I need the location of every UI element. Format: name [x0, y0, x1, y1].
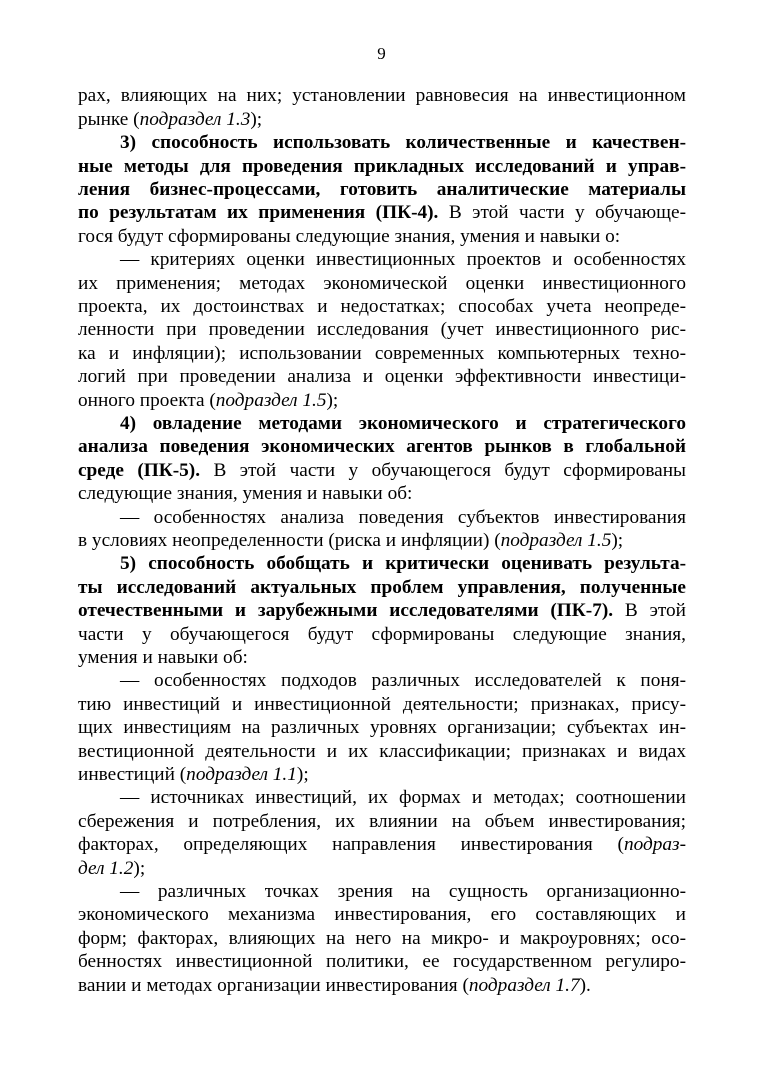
text-run: — критериях оценки инвестиционных проектов и особенностях [120, 249, 686, 270]
text-line [78, 646, 686, 670]
text-run: сбережения и потребления, их влиянии на объем инвестирования; [78, 811, 686, 832]
italic-text: подраздел 1.1 [186, 764, 297, 785]
text-line [78, 529, 686, 553]
text-run: инвестиций ( [78, 764, 187, 785]
text-line [78, 108, 686, 132]
text-line [78, 974, 686, 998]
text-line [120, 412, 686, 436]
text-line [78, 201, 686, 225]
bold-text: по результатам их применения (ПК-4). [78, 202, 439, 223]
text-run: ). [579, 975, 591, 996]
text-line [120, 669, 686, 693]
italic-text: подраздел 1.5 [215, 390, 327, 411]
bold-text: 3) способность использовать количественные и качествен- [120, 132, 686, 153]
text-line [78, 693, 686, 717]
text-line [78, 950, 686, 974]
text-run: рынке ( [78, 109, 140, 130]
text-line [120, 786, 686, 810]
text-run: следующие знания, умения и навыки об: [78, 483, 413, 504]
text-line [78, 178, 686, 202]
text-line [78, 342, 686, 366]
text-run: ); [611, 530, 624, 551]
bold-text: 5) способность обобщать и критически оценивать результа- [120, 553, 686, 574]
text-run: — различных точках зрения на сущность организационно- [120, 881, 686, 902]
text-line [78, 740, 686, 764]
text-run: ленности при проведении исследования (учет инвестиционного рис- [78, 319, 686, 340]
text-run: части у обучающегося будут сформированы следующие знания, [78, 624, 686, 645]
text-line [120, 131, 686, 155]
text-line [78, 318, 686, 342]
text-line [78, 365, 686, 389]
text-run: ); [133, 858, 146, 879]
text-line [78, 599, 686, 623]
text-line [78, 857, 686, 881]
text-line [78, 576, 686, 600]
text-line [120, 880, 686, 904]
text-line [78, 810, 686, 834]
text-line [78, 716, 686, 740]
text-line [78, 155, 686, 179]
text-line [120, 552, 686, 576]
text-line [78, 272, 686, 296]
text-run: — источниках инвестиций, их формах и методах; соотношении [120, 787, 686, 808]
bold-text: отечественными и зарубежными исследователями (ПК-7). [78, 600, 614, 621]
text-run: ка и инфляции); использовании современных компьютерных техно- [78, 343, 686, 364]
text-run: проекта, их достоинствах и недостатках; способах учета неопреде- [78, 296, 686, 317]
italic-text: подраздел 1.3 [139, 109, 251, 130]
text-line [78, 763, 686, 787]
text-line [120, 248, 686, 272]
text-run: умения и навыки об: [78, 647, 248, 668]
bold-text: анализа поведения экономических агентов рынков в глобальной [78, 436, 686, 457]
text-line [78, 482, 686, 506]
bold-text: ты исследований актуальных проблем управления, полученные [78, 577, 686, 598]
text-run: — особенностях анализа поведения субъектов инвестирования [120, 507, 686, 528]
text-line [78, 927, 686, 951]
text-run: ); [250, 109, 263, 130]
text-run: В этой [613, 600, 686, 621]
text-run: форм; факторах, влияющих на него на микро- и макроуровнях; осо- [78, 928, 686, 949]
text-line [120, 506, 686, 530]
italic-text: подраз- [623, 834, 686, 855]
text-line [78, 623, 686, 647]
text-line [78, 389, 686, 413]
text-run: В этой части у обучающегося будут сформированы [200, 460, 686, 481]
text-run: щих инвестициям на различных уровнях организации; субъектах ин- [78, 717, 686, 738]
text-line [78, 225, 686, 249]
text-line [78, 459, 686, 483]
text-run: тию инвестиций и инвестиционной деятельности; признаках, прису- [78, 694, 686, 715]
italic-text: подраздел 1.5 [500, 530, 612, 551]
text-line [78, 435, 686, 459]
text-run: бенностях инвестиционной политики, ее государственном регулиро- [78, 951, 686, 972]
text-run: ); [296, 764, 309, 785]
text-run: в условиях неопределенности (риска и инфляции) ( [78, 530, 501, 551]
bold-text: ления бизнес-процессами, готовить аналитические материалы [78, 179, 686, 200]
text-line [78, 295, 686, 319]
text-run: факторах, определяющих направления инвестирования ( [78, 834, 624, 855]
text-run: гося будут сформированы следующие знания, умения и навыки о: [78, 226, 621, 247]
bold-text: среде (ПК-5). [78, 460, 201, 481]
text-run: ); [326, 390, 339, 411]
bold-text: 4) овладение методами экономического и стратегического [120, 413, 686, 434]
text-run: онного проекта ( [78, 390, 216, 411]
text-run: вании и методах организации инвестирования ( [78, 975, 469, 996]
text-run: логий при проведении анализа и оценки эффективности инвестици- [78, 366, 686, 387]
text-line [78, 903, 686, 927]
text-run: В этой части у обучающе- [438, 202, 686, 223]
page-number: 9 [377, 44, 386, 63]
text-run: — особенностях подходов различных исследователей к поня- [120, 670, 686, 691]
italic-text: дел 1.2 [78, 858, 134, 879]
text-run: экономического механизма инвестирования, его составляющих и [78, 904, 686, 925]
text-line [78, 833, 686, 857]
text-run: рах, влияющих на них; установлении равновесия на инвестиционном [78, 85, 686, 106]
text-line [78, 84, 686, 108]
bold-text: ные методы для проведения прикладных исследований и управ- [78, 156, 686, 177]
italic-text: подраздел 1.7 [468, 975, 580, 996]
text-run: вестиционной деятельности и их классификации; признаках и видах [78, 741, 686, 762]
text-run: их применения; методах экономической оценки инвестиционного [78, 273, 686, 294]
